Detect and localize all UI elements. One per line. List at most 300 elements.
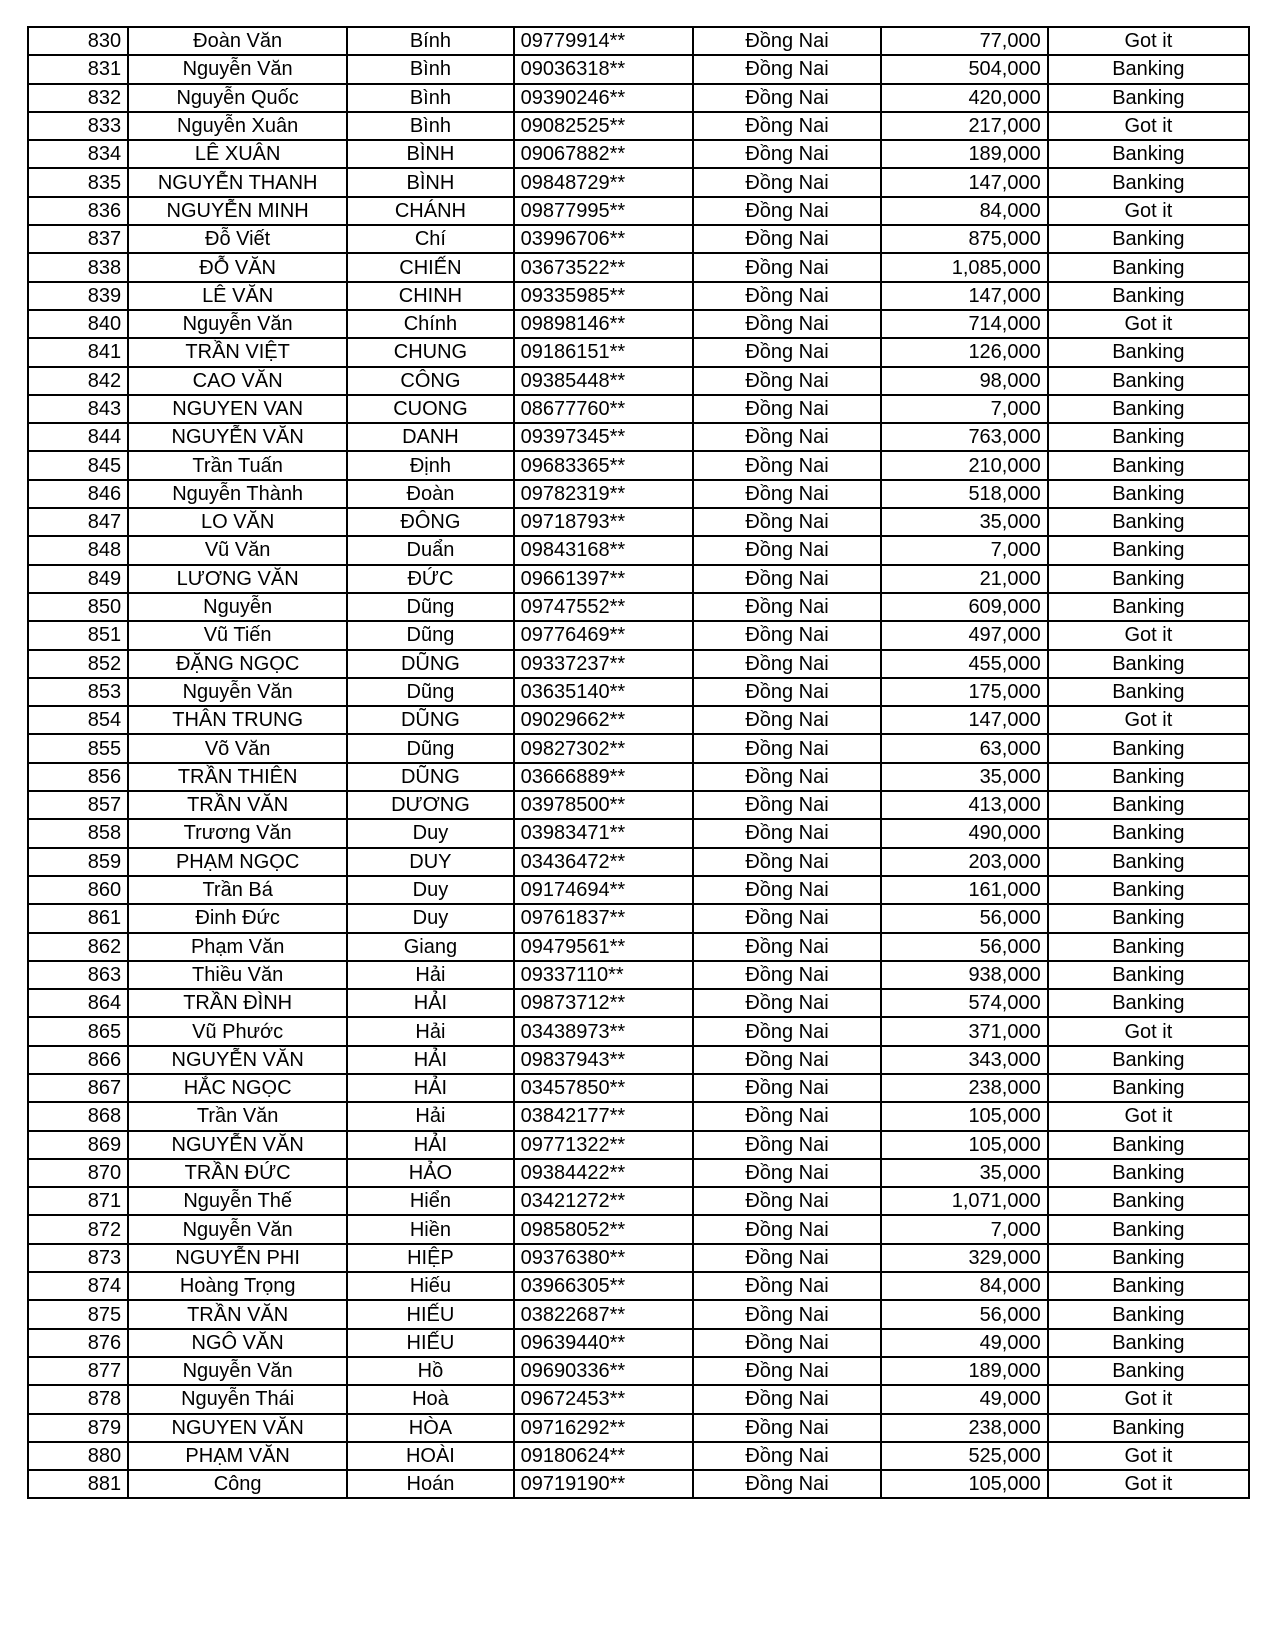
row-number-cell: 845 (28, 451, 128, 479)
last-name-cell: NGUYỄN MINH (128, 197, 347, 225)
phone-cell: 09719190** (514, 1470, 693, 1498)
first-name-cell: Hải (347, 1017, 513, 1045)
row-number-cell: 879 (28, 1414, 128, 1442)
amount-cell: 49,000 (881, 1385, 1047, 1413)
last-name-cell: THÂN TRUNG (128, 706, 347, 734)
amount-cell: 238,000 (881, 1074, 1047, 1102)
first-name-cell: Duy (347, 904, 513, 932)
row-number-cell: 834 (28, 140, 128, 168)
table-row (28, 1074, 1249, 1102)
row-number-cell: 838 (28, 253, 128, 281)
province-cell: Đồng Nai (693, 989, 882, 1017)
payment-method-cell: Got it (1048, 112, 1249, 140)
payment-method-cell: Banking (1048, 140, 1249, 168)
phone-cell: 09082525** (514, 112, 693, 140)
province-cell: Đồng Nai (693, 1074, 882, 1102)
first-name-cell: Hồ (347, 1357, 513, 1385)
amount-cell: 161,000 (881, 876, 1047, 904)
province-cell: Đồng Nai (693, 140, 882, 168)
row-number-cell: 875 (28, 1300, 128, 1328)
first-name-cell: Chí (347, 225, 513, 253)
last-name-cell: Võ Văn (128, 734, 347, 762)
first-name-cell: BÌNH (347, 168, 513, 196)
amount-cell: 49,000 (881, 1329, 1047, 1357)
first-name-cell: HẢI (347, 1046, 513, 1074)
first-name-cell: Hiền (347, 1215, 513, 1243)
phone-cell: 03966305** (514, 1272, 693, 1300)
phone-cell: 09186151** (514, 338, 693, 366)
first-name-cell: DƯƠNG (347, 791, 513, 819)
province-cell: Đồng Nai (693, 197, 882, 225)
table-row (28, 734, 1249, 762)
table-row (28, 508, 1249, 536)
payment-method-cell: Banking (1048, 1159, 1249, 1187)
first-name-cell: DANH (347, 423, 513, 451)
phone-cell: 09690336** (514, 1357, 693, 1385)
first-name-cell: Bình (347, 112, 513, 140)
table-row (28, 282, 1249, 310)
row-number-cell: 866 (28, 1046, 128, 1074)
amount-cell: 714,000 (881, 310, 1047, 338)
table-row (28, 1470, 1249, 1498)
table-row (28, 168, 1249, 196)
phone-cell: 09716292** (514, 1414, 693, 1442)
last-name-cell: ĐỖ VĂN (128, 253, 347, 281)
first-name-cell: Duẩn (347, 536, 513, 564)
row-number-cell: 830 (28, 27, 128, 55)
province-cell: Đồng Nai (693, 904, 882, 932)
first-name-cell: HOÀI (347, 1442, 513, 1470)
payment-method-cell: Banking (1048, 1272, 1249, 1300)
first-name-cell: Bình (347, 84, 513, 112)
table-row (28, 1131, 1249, 1159)
phone-cell: 09376380** (514, 1244, 693, 1272)
province-cell: Đồng Nai (693, 1357, 882, 1385)
phone-cell: 03978500** (514, 791, 693, 819)
table-row (28, 678, 1249, 706)
table-row (28, 197, 1249, 225)
amount-cell: 518,000 (881, 480, 1047, 508)
table-row (28, 819, 1249, 847)
phone-cell: 03457850** (514, 1074, 693, 1102)
amount-cell: 175,000 (881, 678, 1047, 706)
table-row (28, 423, 1249, 451)
phone-cell: 09782319** (514, 480, 693, 508)
amount-cell: 497,000 (881, 621, 1047, 649)
province-cell: Đồng Nai (693, 961, 882, 989)
table-row (28, 1046, 1249, 1074)
phone-cell: 09384422** (514, 1159, 693, 1187)
phone-cell: 09335985** (514, 282, 693, 310)
payment-method-cell: Banking (1048, 650, 1249, 678)
last-name-cell: Nguyễn Thành (128, 480, 347, 508)
table-row (28, 536, 1249, 564)
amount-cell: 189,000 (881, 1357, 1047, 1385)
amount-cell: 56,000 (881, 933, 1047, 961)
table-row (28, 1329, 1249, 1357)
first-name-cell: HẢI (347, 989, 513, 1017)
amount-cell: 63,000 (881, 734, 1047, 762)
payment-method-cell: Got it (1048, 1102, 1249, 1130)
phone-cell: 09683365** (514, 451, 693, 479)
amount-cell: 1,071,000 (881, 1187, 1047, 1215)
row-number-cell: 852 (28, 650, 128, 678)
row-number-cell: 874 (28, 1272, 128, 1300)
phone-cell: 09771322** (514, 1131, 693, 1159)
payment-method-cell: Banking (1048, 791, 1249, 819)
table-row (28, 367, 1249, 395)
last-name-cell: Nguyễn Văn (128, 1215, 347, 1243)
row-number-cell: 865 (28, 1017, 128, 1045)
payout-table (27, 26, 1250, 1499)
first-name-cell: Dũng (347, 734, 513, 762)
phone-cell: 03673522** (514, 253, 693, 281)
table-row (28, 1017, 1249, 1045)
first-name-cell: BÌNH (347, 140, 513, 168)
first-name-cell: DŨNG (347, 706, 513, 734)
table-row (28, 876, 1249, 904)
row-number-cell: 839 (28, 282, 128, 310)
payment-method-cell: Banking (1048, 1215, 1249, 1243)
table-row (28, 706, 1249, 734)
row-number-cell: 843 (28, 395, 128, 423)
province-cell: Đồng Nai (693, 1414, 882, 1442)
phone-cell: 09877995** (514, 197, 693, 225)
last-name-cell: Nguyễn Văn (128, 55, 347, 83)
row-number-cell: 848 (28, 536, 128, 564)
payment-method-cell: Banking (1048, 819, 1249, 847)
province-cell: Đồng Nai (693, 27, 882, 55)
amount-cell: 1,085,000 (881, 253, 1047, 281)
first-name-cell: Duy (347, 876, 513, 904)
row-number-cell: 831 (28, 55, 128, 83)
table-row (28, 140, 1249, 168)
first-name-cell: Hải (347, 1102, 513, 1130)
last-name-cell: Vũ Văn (128, 536, 347, 564)
table-row (28, 621, 1249, 649)
province-cell: Đồng Nai (693, 933, 882, 961)
amount-cell: 105,000 (881, 1470, 1047, 1498)
row-number-cell: 880 (28, 1442, 128, 1470)
payment-method-cell: Banking (1048, 1300, 1249, 1328)
last-name-cell: Đinh Đức (128, 904, 347, 932)
last-name-cell: TRẦN ĐÌNH (128, 989, 347, 1017)
phone-cell: 09479561** (514, 933, 693, 961)
province-cell: Đồng Nai (693, 84, 882, 112)
table-row (28, 225, 1249, 253)
last-name-cell: ĐẶNG NGỌC (128, 650, 347, 678)
payment-method-cell: Banking (1048, 989, 1249, 1017)
row-number-cell: 851 (28, 621, 128, 649)
first-name-cell: HẢI (347, 1131, 513, 1159)
payment-method-cell: Banking (1048, 1187, 1249, 1215)
phone-cell: 09385448** (514, 367, 693, 395)
last-name-cell: Trương Văn (128, 819, 347, 847)
first-name-cell: Giang (347, 933, 513, 961)
amount-cell: 105,000 (881, 1131, 1047, 1159)
first-name-cell: Chính (347, 310, 513, 338)
row-number-cell: 850 (28, 593, 128, 621)
amount-cell: 329,000 (881, 1244, 1047, 1272)
last-name-cell: Vũ Tiến (128, 621, 347, 649)
province-cell: Đồng Nai (693, 55, 882, 83)
province-cell: Đồng Nai (693, 310, 882, 338)
payment-method-cell: Got it (1048, 621, 1249, 649)
table-row (28, 848, 1249, 876)
first-name-cell: Dũng (347, 593, 513, 621)
table-row (28, 451, 1249, 479)
phone-cell: 09180624** (514, 1442, 693, 1470)
amount-cell: 147,000 (881, 282, 1047, 310)
first-name-cell: DŨNG (347, 650, 513, 678)
row-number-cell: 871 (28, 1187, 128, 1215)
payment-method-cell: Got it (1048, 310, 1249, 338)
first-name-cell: ĐÔNG (347, 508, 513, 536)
province-cell: Đồng Nai (693, 1102, 882, 1130)
first-name-cell: Dũng (347, 678, 513, 706)
payment-method-cell: Got it (1048, 1470, 1249, 1498)
last-name-cell: Nguyễn Quốc (128, 84, 347, 112)
payment-method-cell: Banking (1048, 678, 1249, 706)
table-row (28, 1272, 1249, 1300)
province-cell: Đồng Nai (693, 1470, 882, 1498)
table-row (28, 480, 1249, 508)
phone-cell: 09898146** (514, 310, 693, 338)
last-name-cell: LO VĂN (128, 508, 347, 536)
last-name-cell: Nguyễn Thế (128, 1187, 347, 1215)
first-name-cell: CHÁNH (347, 197, 513, 225)
first-name-cell: HẢI (347, 1074, 513, 1102)
payment-method-cell: Banking (1048, 225, 1249, 253)
province-cell: Đồng Nai (693, 621, 882, 649)
first-name-cell: Hải (347, 961, 513, 989)
table-row (28, 763, 1249, 791)
amount-cell: 609,000 (881, 593, 1047, 621)
payment-method-cell: Banking (1048, 593, 1249, 621)
row-number-cell: 841 (28, 338, 128, 366)
payment-method-cell: Banking (1048, 565, 1249, 593)
amount-cell: 420,000 (881, 84, 1047, 112)
phone-cell: 09337110** (514, 961, 693, 989)
amount-cell: 574,000 (881, 989, 1047, 1017)
first-name-cell: CHINH (347, 282, 513, 310)
amount-cell: 763,000 (881, 423, 1047, 451)
amount-cell: 84,000 (881, 197, 1047, 225)
payment-method-cell: Banking (1048, 876, 1249, 904)
payment-method-cell: Banking (1048, 1131, 1249, 1159)
row-number-cell: 872 (28, 1215, 128, 1243)
row-number-cell: 878 (28, 1385, 128, 1413)
row-number-cell: 876 (28, 1329, 128, 1357)
table-row (28, 55, 1249, 83)
province-cell: Đồng Nai (693, 508, 882, 536)
last-name-cell: NGUYỄN VĂN (128, 423, 347, 451)
table-row (28, 565, 1249, 593)
province-cell: Đồng Nai (693, 1329, 882, 1357)
phone-cell: 03996706** (514, 225, 693, 253)
row-number-cell: 833 (28, 112, 128, 140)
province-cell: Đồng Nai (693, 876, 882, 904)
phone-cell: 03635140** (514, 678, 693, 706)
phone-cell: 09873712** (514, 989, 693, 1017)
amount-cell: 504,000 (881, 55, 1047, 83)
table-row (28, 933, 1249, 961)
province-cell: Đồng Nai (693, 1159, 882, 1187)
last-name-cell: Hoàng Trọng (128, 1272, 347, 1300)
payment-method-cell: Got it (1048, 197, 1249, 225)
phone-cell: 03438973** (514, 1017, 693, 1045)
row-number-cell: 847 (28, 508, 128, 536)
payment-method-cell: Banking (1048, 451, 1249, 479)
first-name-cell: HIẾU (347, 1329, 513, 1357)
last-name-cell: LÊ XUÂN (128, 140, 347, 168)
row-number-cell: 856 (28, 763, 128, 791)
phone-cell: 09661397** (514, 565, 693, 593)
last-name-cell: Đoàn Văn (128, 27, 347, 55)
payment-method-cell: Banking (1048, 253, 1249, 281)
payment-method-cell: Got it (1048, 1442, 1249, 1470)
payment-method-cell: Banking (1048, 763, 1249, 791)
table-row (28, 253, 1249, 281)
province-cell: Đồng Nai (693, 168, 882, 196)
amount-cell: 875,000 (881, 225, 1047, 253)
row-number-cell: 873 (28, 1244, 128, 1272)
amount-cell: 371,000 (881, 1017, 1047, 1045)
last-name-cell: PHẠM VĂN (128, 1442, 347, 1470)
province-cell: Đồng Nai (693, 848, 882, 876)
row-number-cell: 863 (28, 961, 128, 989)
last-name-cell: TRẦN VĂN (128, 791, 347, 819)
last-name-cell: Thiều Văn (128, 961, 347, 989)
phone-cell: 09337237** (514, 650, 693, 678)
row-number-cell: 858 (28, 819, 128, 847)
amount-cell: 126,000 (881, 338, 1047, 366)
first-name-cell: Đoàn (347, 480, 513, 508)
province-cell: Đồng Nai (693, 1272, 882, 1300)
amount-cell: 147,000 (881, 168, 1047, 196)
province-cell: Đồng Nai (693, 1385, 882, 1413)
amount-cell: 455,000 (881, 650, 1047, 678)
payment-method-cell: Banking (1048, 848, 1249, 876)
province-cell: Đồng Nai (693, 1187, 882, 1215)
phone-cell: 09718793** (514, 508, 693, 536)
province-cell: Đồng Nai (693, 367, 882, 395)
amount-cell: 84,000 (881, 1272, 1047, 1300)
phone-cell: 09174694** (514, 876, 693, 904)
phone-cell: 09776469** (514, 621, 693, 649)
last-name-cell: NGÔ VĂN (128, 1329, 347, 1357)
province-cell: Đồng Nai (693, 225, 882, 253)
first-name-cell: Bính (347, 27, 513, 55)
table-row (28, 338, 1249, 366)
phone-cell: 09672453** (514, 1385, 693, 1413)
payment-method-cell: Banking (1048, 338, 1249, 366)
last-name-cell: LƯƠNG VĂN (128, 565, 347, 593)
amount-cell: 56,000 (881, 904, 1047, 932)
last-name-cell: Nguyễn Văn (128, 310, 347, 338)
payment-method-cell: Banking (1048, 961, 1249, 989)
amount-cell: 490,000 (881, 819, 1047, 847)
payment-method-cell: Banking (1048, 84, 1249, 112)
row-number-cell: 835 (28, 168, 128, 196)
table-row (28, 84, 1249, 112)
table-row (28, 593, 1249, 621)
table-row (28, 1215, 1249, 1243)
phone-cell: 03421272** (514, 1187, 693, 1215)
phone-cell: 09397345** (514, 423, 693, 451)
province-cell: Đồng Nai (693, 1442, 882, 1470)
payment-method-cell: Banking (1048, 367, 1249, 395)
province-cell: Đồng Nai (693, 819, 882, 847)
amount-cell: 7,000 (881, 1215, 1047, 1243)
first-name-cell: CUONG (347, 395, 513, 423)
table-row (28, 395, 1249, 423)
payment-method-cell: Banking (1048, 1329, 1249, 1357)
payment-method-cell: Banking (1048, 395, 1249, 423)
row-number-cell: 836 (28, 197, 128, 225)
amount-cell: 35,000 (881, 1159, 1047, 1187)
payment-method-cell: Banking (1048, 734, 1249, 762)
table-body (28, 27, 1249, 1498)
last-name-cell: CAO VĂN (128, 367, 347, 395)
row-number-cell: 859 (28, 848, 128, 876)
last-name-cell: HẮC NGỌC (128, 1074, 347, 1102)
first-name-cell: ĐỨC (347, 565, 513, 593)
last-name-cell: Nguyễn Văn (128, 678, 347, 706)
last-name-cell: NGUYỄN VĂN (128, 1131, 347, 1159)
province-cell: Đồng Nai (693, 423, 882, 451)
province-cell: Đồng Nai (693, 593, 882, 621)
row-number-cell: 844 (28, 423, 128, 451)
payment-method-cell: Banking (1048, 1046, 1249, 1074)
amount-cell: 35,000 (881, 763, 1047, 791)
row-number-cell: 861 (28, 904, 128, 932)
last-name-cell: Đỗ Viết (128, 225, 347, 253)
province-cell: Đồng Nai (693, 1300, 882, 1328)
phone-cell: 03436472** (514, 848, 693, 876)
amount-cell: 217,000 (881, 112, 1047, 140)
payment-method-cell: Banking (1048, 480, 1249, 508)
table-row (28, 989, 1249, 1017)
phone-cell: 09858052** (514, 1215, 693, 1243)
last-name-cell: Công (128, 1470, 347, 1498)
province-cell: Đồng Nai (693, 1244, 882, 1272)
amount-cell: 413,000 (881, 791, 1047, 819)
table-row (28, 650, 1249, 678)
table-row (28, 112, 1249, 140)
phone-cell: 09843168** (514, 536, 693, 564)
amount-cell: 56,000 (881, 1300, 1047, 1328)
row-number-cell: 853 (28, 678, 128, 706)
last-name-cell: TRẦN VIỆT (128, 338, 347, 366)
phone-cell: 09390246** (514, 84, 693, 112)
amount-cell: 525,000 (881, 1442, 1047, 1470)
amount-cell: 21,000 (881, 565, 1047, 593)
first-name-cell: HIẾU (347, 1300, 513, 1328)
province-cell: Đồng Nai (693, 706, 882, 734)
row-number-cell: 864 (28, 989, 128, 1017)
amount-cell: 105,000 (881, 1102, 1047, 1130)
row-number-cell: 881 (28, 1470, 128, 1498)
first-name-cell: Hoán (347, 1470, 513, 1498)
row-number-cell: 837 (28, 225, 128, 253)
last-name-cell: Nguyễn Thái (128, 1385, 347, 1413)
province-cell: Đồng Nai (693, 1131, 882, 1159)
province-cell: Đồng Nai (693, 565, 882, 593)
payment-method-cell: Got it (1048, 1385, 1249, 1413)
province-cell: Đồng Nai (693, 650, 882, 678)
table-row (28, 1102, 1249, 1130)
